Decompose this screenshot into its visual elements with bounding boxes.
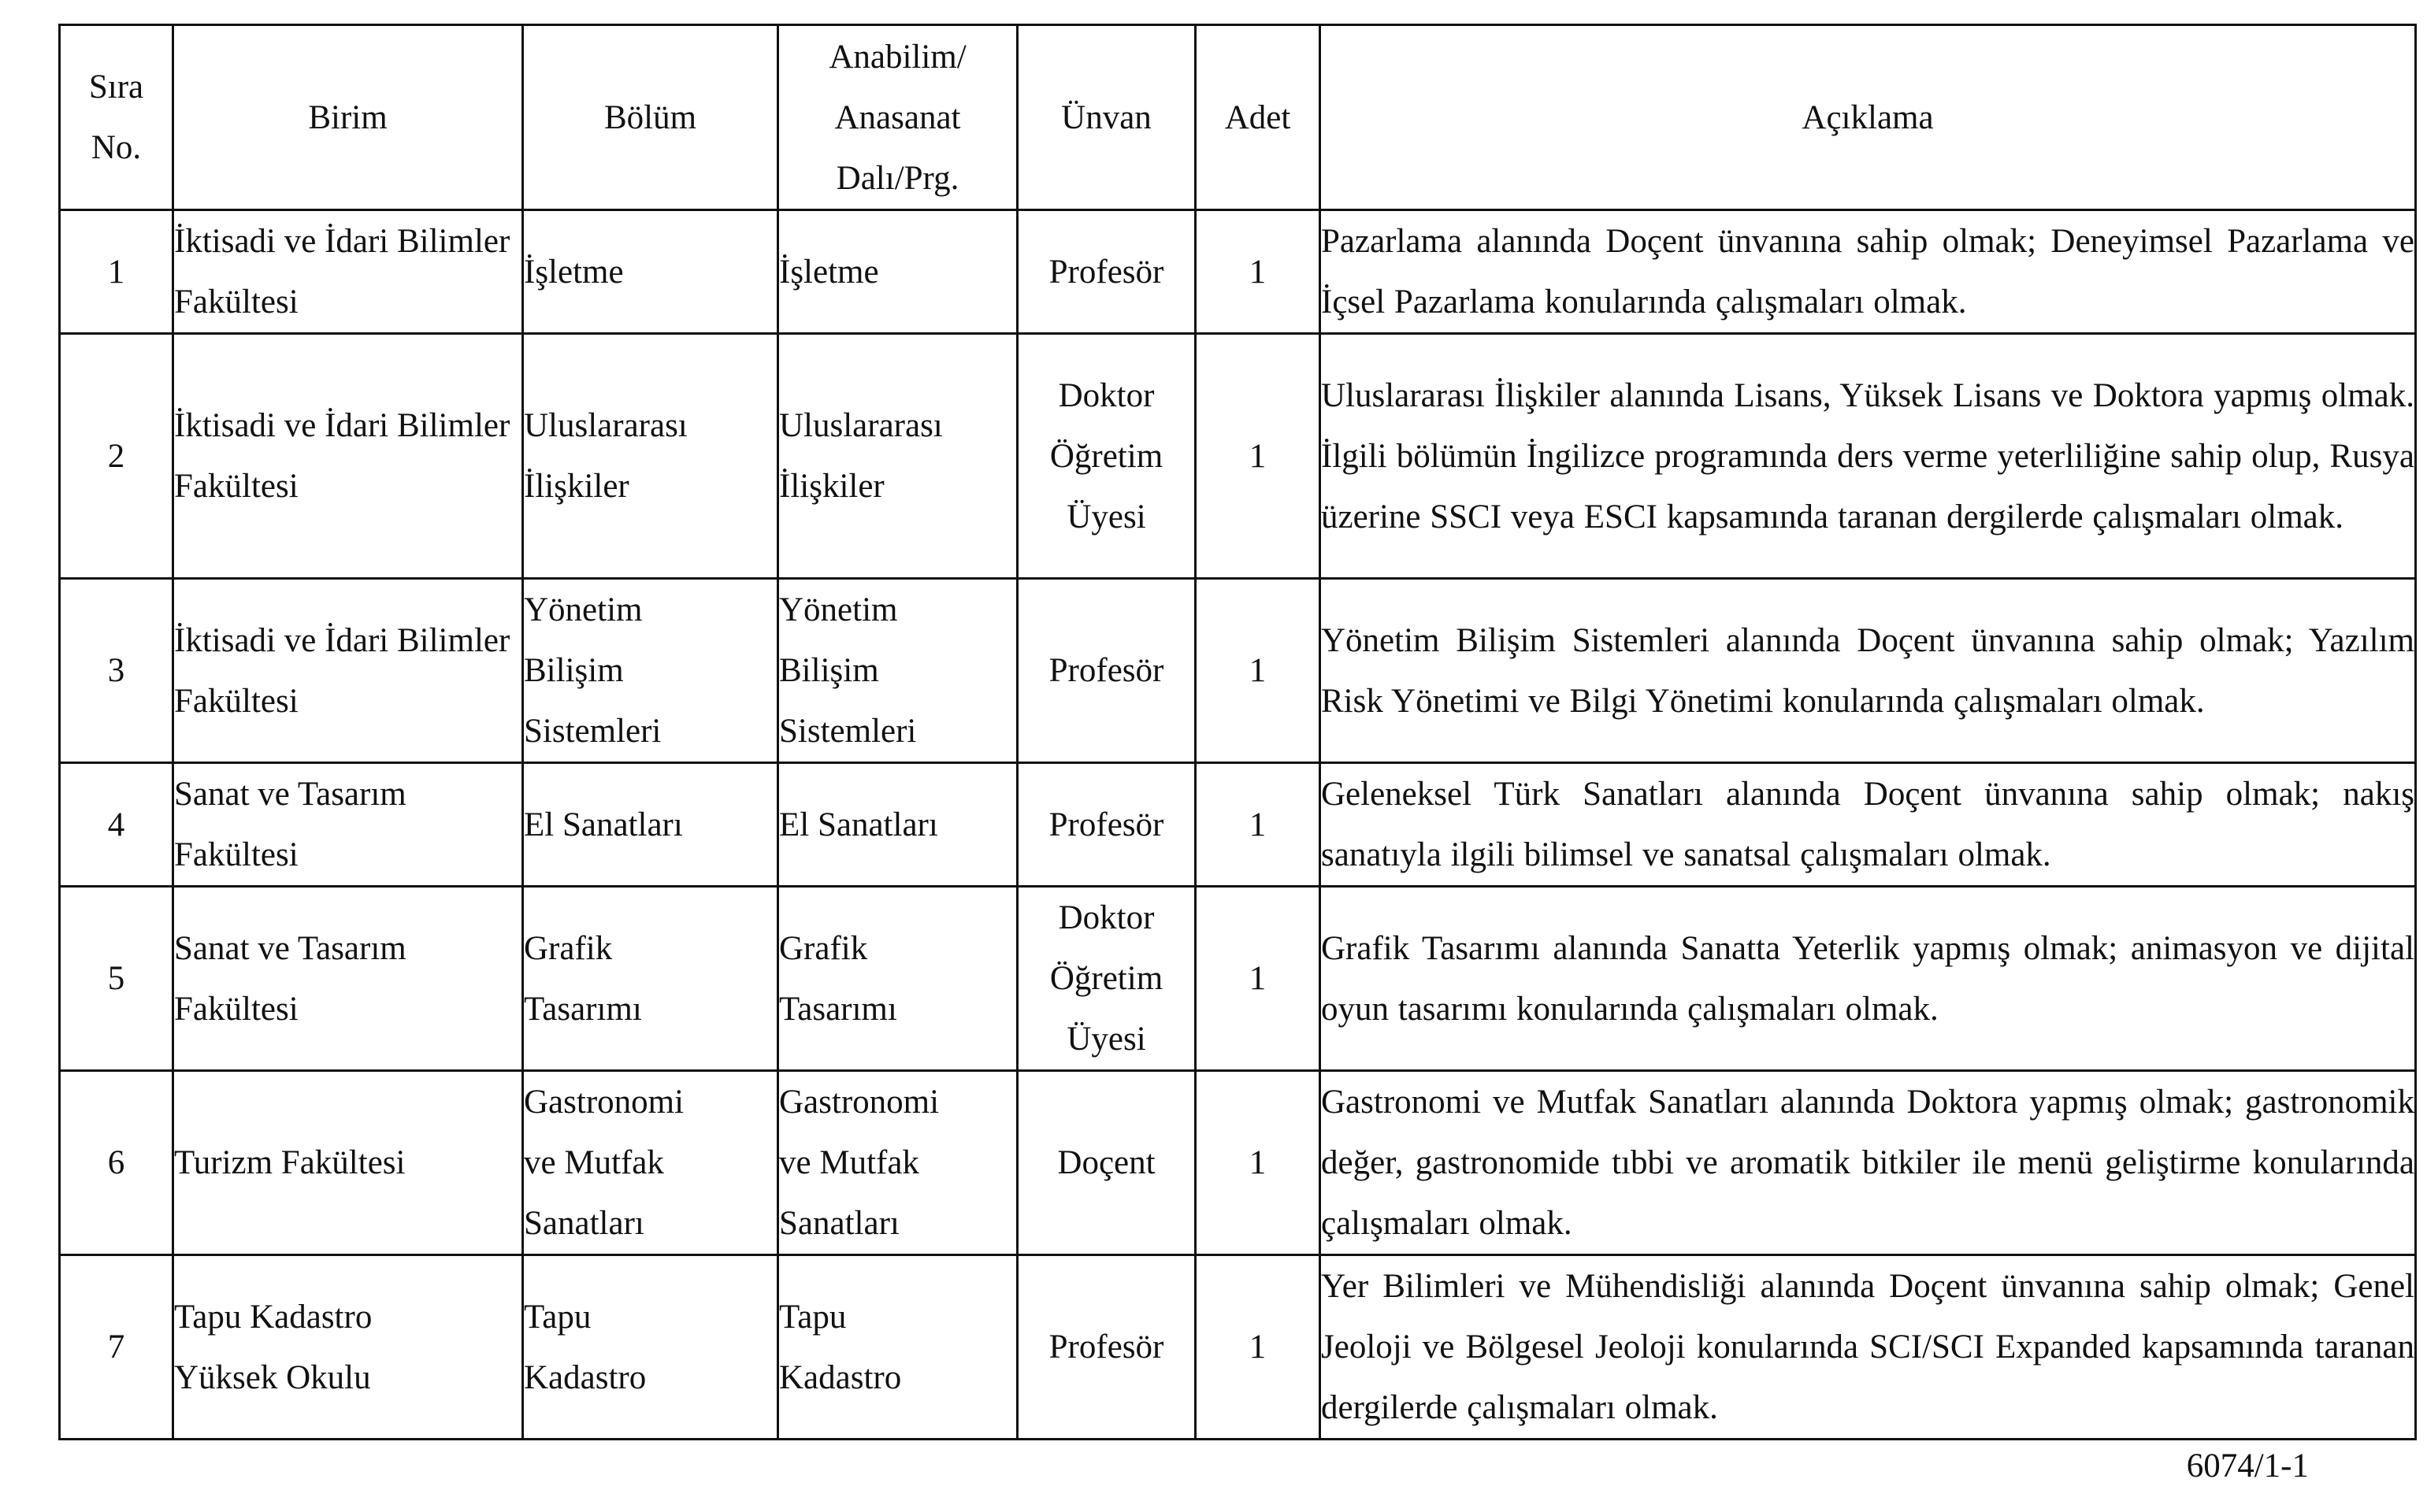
cell-dal: Gastronomi ve Mutfak Sanatları — [778, 1071, 1018, 1255]
cell-birim: İktisadi ve İdari Bilimler Fakültesi — [173, 334, 523, 579]
cell-bolum: Tapu Kadastro — [523, 1255, 778, 1440]
cell-unvan: Doktor Öğretim Üyesi — [1018, 887, 1196, 1071]
cell-dal: İşletme — [778, 210, 1018, 334]
cell-birim: Sanat ve Tasarım Fakültesi — [173, 887, 523, 1071]
cell-unvan: Doktor Öğretim Üyesi — [1018, 334, 1196, 579]
cell-adet: 1 — [1196, 763, 1320, 887]
cell-bolum: El Sanatları — [523, 763, 778, 887]
cell-aciklama: Geleneksel Türk Sanatları alanında Doçent ünvanına sahip olmak; nakış sanatıyla ilgili bilimsel ve sanatsal çalışmaları olmak. — [1320, 763, 2416, 887]
cell-unvan: Profesör — [1018, 1255, 1196, 1440]
cell-aciklama: Gastronomi ve Mutfak Sanatları alanında Doktora yapmış olmak; gastronomik değer, gastronomide tıbbi ve aromatik bitkiler ile menü geliştirme konularında çalışmaları olmak. — [1320, 1071, 2416, 1255]
cell-no: 2 — [60, 334, 173, 579]
table-row — [60, 1071, 2416, 1255]
cell-bolum: Uluslararası İlişkiler — [523, 334, 778, 579]
cell-dal: Uluslararası İlişkiler — [778, 334, 1018, 579]
cell-dal: Tapu Kadastro — [778, 1255, 1018, 1440]
cell-bolum: Gastronomi ve Mutfak Sanatları — [523, 1071, 778, 1255]
cell-no: 4 — [60, 763, 173, 887]
cell-adet: 1 — [1196, 1071, 1320, 1255]
cell-aciklama: Yönetim Bilişim Sistemleri alanında Doçent ünvanına sahip olmak; Yazılım Risk Yönetimi ve Bilgi Yönetimi konularında çalışmaları olmak. — [1320, 579, 2416, 763]
faculty-positions-table — [58, 24, 2417, 1440]
cell-birim: Turizm Fakültesi — [173, 1071, 523, 1255]
header-bolum: Bölüm — [523, 25, 778, 210]
cell-no: 6 — [60, 1071, 173, 1255]
cell-adet: 1 — [1196, 887, 1320, 1071]
cell-bolum: Grafik Tasarımı — [523, 887, 778, 1071]
header-anabilim-dali: Anabilim/ Anasanat Dalı/Prg. — [778, 25, 1018, 210]
cell-unvan: Profesör — [1018, 763, 1196, 887]
table-header-row — [60, 25, 2416, 210]
cell-birim: İktisadi ve İdari Bilimler Fakültesi — [173, 579, 523, 763]
header-birim: Birim — [173, 25, 523, 210]
cell-bolum: İşletme — [523, 210, 778, 334]
cell-no: 1 — [60, 210, 173, 334]
cell-birim: İktisadi ve İdari Bilimler Fakültesi — [173, 210, 523, 334]
document-reference-number: 6074/1-1 — [2186, 1447, 2309, 1484]
cell-no: 5 — [60, 887, 173, 1071]
cell-dal: El Sanatları — [778, 763, 1018, 887]
cell-aciklama: Pazarlama alanında Doçent ünvanına sahip olmak; Deneyimsel Pazarlama ve İçsel Pazarlama konularında çalışmaları olmak. — [1320, 210, 2416, 334]
header-adet: Adet — [1196, 25, 1320, 210]
header-unvan: Ünvan — [1018, 25, 1196, 210]
cell-aciklama: Yer Bilimleri ve Mühendisliği alanında Doçent ünvanına sahip olmak; Genel Jeoloji ve Bölgesel Jeoloji konularında SCI/SCI Expanded kapsamında taranan dergilerde çalışmaları olmak. — [1320, 1255, 2416, 1440]
table-row — [60, 210, 2416, 334]
cell-aciklama: Uluslararası İlişkiler alanında Lisans, Yüksek Lisans ve Doktora yapmış olmak. İlgili bölümün İngilizce programında ders verme yeterliliğine sahip olup, Rusya üzerine SSCI veya ESCI kapsamında taranan dergilerde çalışmaları olmak. — [1320, 334, 2416, 579]
table-row — [60, 887, 2416, 1071]
cell-no: 3 — [60, 579, 173, 763]
cell-no: 7 — [60, 1255, 173, 1440]
cell-adet: 1 — [1196, 334, 1320, 579]
table-row — [60, 1255, 2416, 1440]
cell-dal: Grafik Tasarımı — [778, 887, 1018, 1071]
header-sira-no: Sıra No. — [60, 25, 173, 210]
cell-unvan: Profesör — [1018, 210, 1196, 334]
cell-birim: Tapu Kadastro Yüksek Okulu — [173, 1255, 523, 1440]
table-row — [60, 579, 2416, 763]
cell-aciklama: Grafik Tasarımı alanında Sanatta Yeterlik yapmış olmak; animasyon ve dijital oyun tasarımı konularında çalışmaları olmak. — [1320, 887, 2416, 1071]
cell-adet: 1 — [1196, 579, 1320, 763]
cell-unvan: Doçent — [1018, 1071, 1196, 1255]
cell-birim: Sanat ve Tasarım Fakültesi — [173, 763, 523, 887]
cell-dal: Yönetim Bilişim Sistemleri — [778, 579, 1018, 763]
cell-adet: 1 — [1196, 210, 1320, 334]
cell-bolum: Yönetim Bilişim Sistemleri — [523, 579, 778, 763]
cell-adet: 1 — [1196, 1255, 1320, 1440]
cell-unvan: Profesör — [1018, 579, 1196, 763]
table-row — [60, 334, 2416, 579]
header-aciklama: Açıklama — [1320, 25, 2416, 210]
table-row — [60, 763, 2416, 887]
